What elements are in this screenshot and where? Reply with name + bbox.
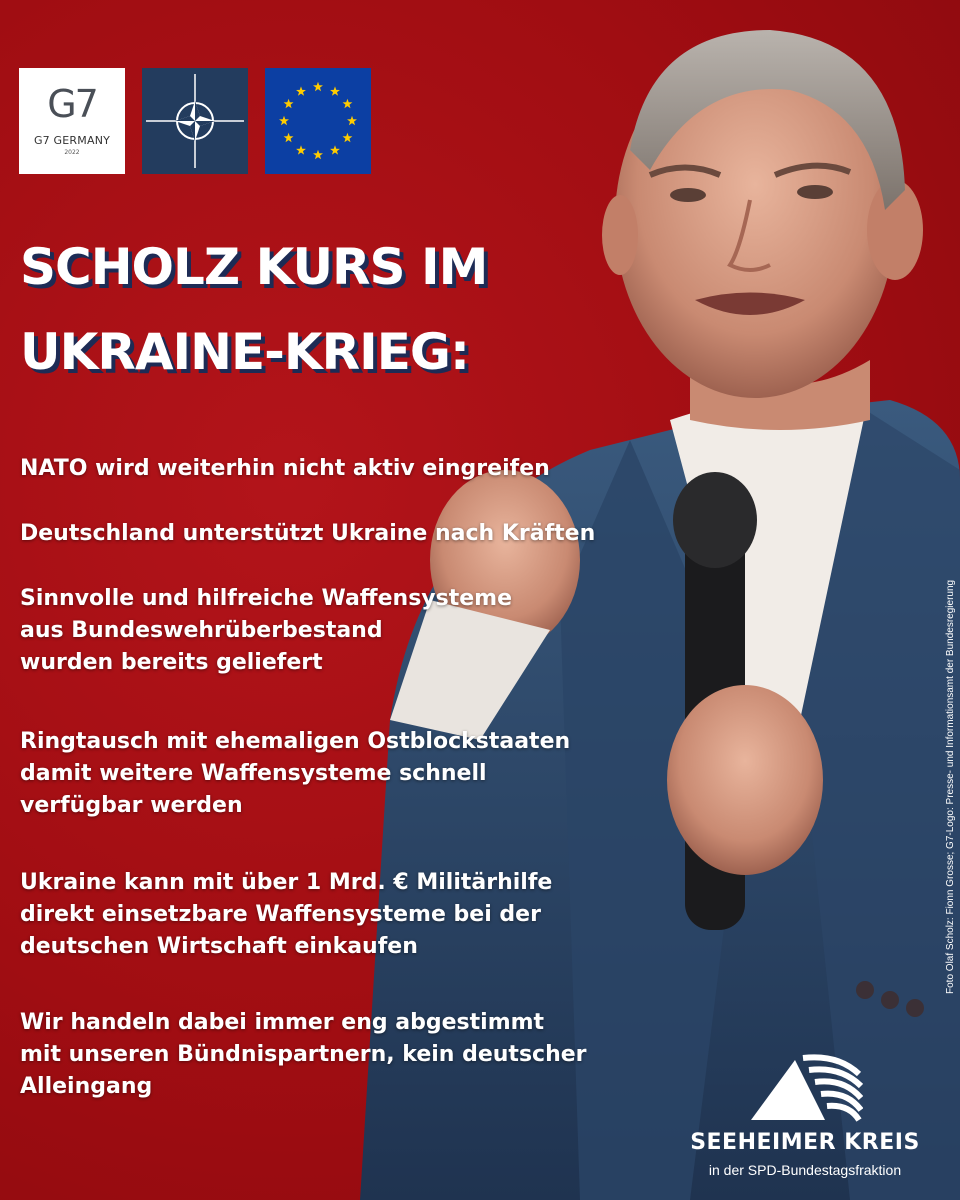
eu-star-icon bbox=[279, 116, 289, 125]
brand-name: SEEHEIMER KREIS bbox=[690, 1130, 920, 1155]
eu-star-icon bbox=[296, 145, 306, 154]
eu-star-icon bbox=[313, 150, 323, 159]
title-line-1: SCHOLZ KURS IM bbox=[20, 238, 488, 296]
nato-logo bbox=[142, 68, 248, 174]
point-3: Sinnvolle und hilfreiche Waffensysteme aus Bundeswehrüberbestand wurden bereits geliefert bbox=[20, 586, 513, 675]
brand-subtitle: in der SPD-Bundestagsfraktion bbox=[708, 1162, 902, 1178]
eu-flag-icon bbox=[265, 68, 371, 174]
g7-year: 2022 bbox=[64, 149, 80, 156]
eu-star-icon bbox=[330, 86, 340, 95]
point-5: Ukraine kann mit über 1 Mrd. € Militärhilfe direkt einsetzbare Waffensysteme bei der deutschen Wirtschaft einkaufen bbox=[20, 870, 553, 959]
g7-mark: G7 bbox=[47, 82, 97, 126]
point-2: Deutschland unterstützt Ukraine nach Kräften bbox=[20, 521, 596, 546]
eu-flag-logo bbox=[265, 68, 371, 174]
g7-name: G7 GERMANY bbox=[33, 134, 111, 147]
photo-credit: Foto Olaf Scholz: Fionn Grosse; G7-Logo: Presse- und Informationsamt der Bundesregierung bbox=[945, 579, 956, 994]
title-line-2: UKRAINE-KRIEG: bbox=[20, 323, 469, 381]
seeheimer-kreis-logo-icon bbox=[743, 1050, 863, 1122]
eu-star-icon bbox=[347, 116, 357, 125]
g7-germany-logo bbox=[19, 68, 125, 174]
point-4: Ringtausch mit ehemaligen Ostblockstaaten damit weitere Waffensysteme schnell verfügbar werden bbox=[20, 729, 571, 818]
point-6: Wir handeln dabei immer eng abgestimmt mit unseren Bündnispartnern, kein deutscher Alleingang bbox=[20, 1010, 587, 1099]
eu-star-icon bbox=[313, 82, 323, 91]
eu-star-icon bbox=[343, 133, 353, 142]
eu-star-icon bbox=[284, 99, 294, 108]
point-1: NATO wird weiterhin nicht aktiv eingreifen bbox=[20, 456, 550, 481]
eu-star-icon bbox=[284, 133, 294, 142]
nato-compass-star-icon bbox=[142, 68, 248, 174]
eu-star-icon bbox=[330, 145, 340, 154]
eu-star-icon bbox=[343, 99, 353, 108]
eu-star-icon bbox=[296, 86, 306, 95]
